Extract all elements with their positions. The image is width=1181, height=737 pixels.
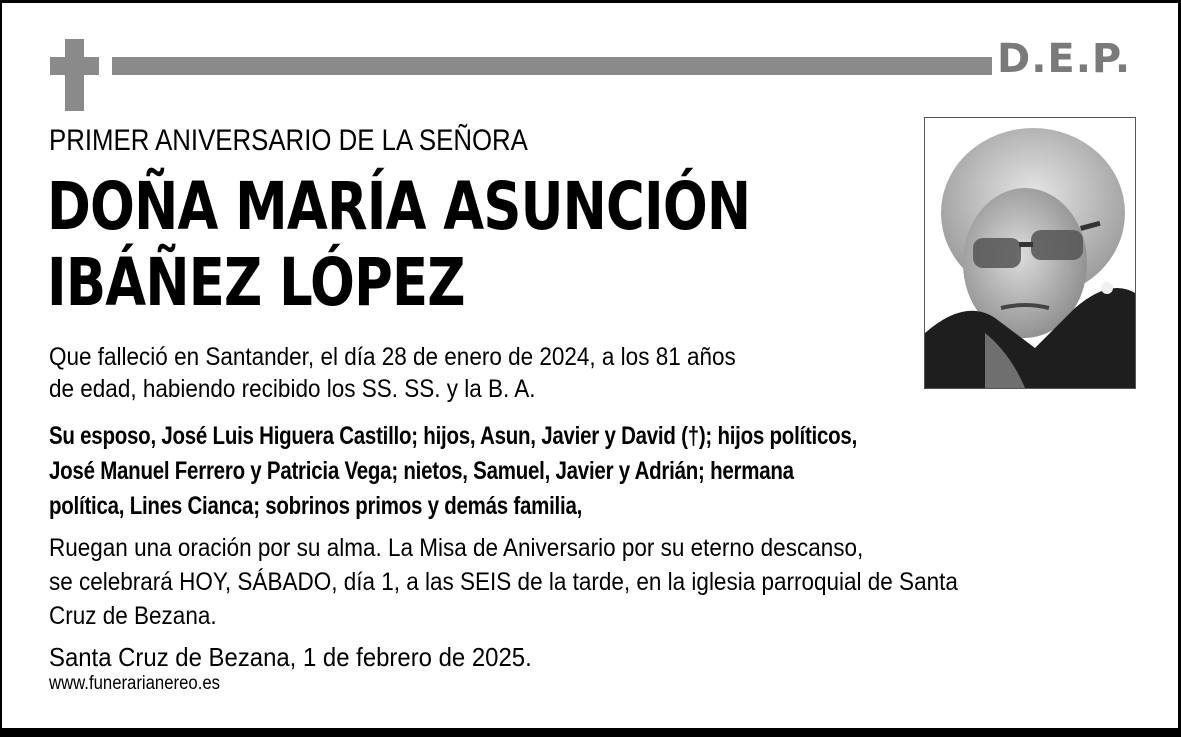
death-info <box>49 341 736 405</box>
deceased-name <box>47 169 750 321</box>
death-info-line: de edad, habiendo recibido los SS. SS. y la B. A. <box>49 375 536 403</box>
place-date: Santa Cruz de Bezana, 1 de febrero de 2025. <box>49 642 532 672</box>
mass-line: se celebrará HOY, SÁBADO, día 1, a las SEIS de la tarde, en la iglesia parroquial de Santa <box>49 568 958 596</box>
portrait-photo <box>924 117 1136 389</box>
name-line-1: DOÑA MARÍA ASUNCIÓN <box>47 168 751 245</box>
death-info-line: Que falleció en Santander, el día 28 de enero de 2024, a los 81 años <box>49 343 736 371</box>
mass-info <box>49 531 958 633</box>
dep-label: D.E.P. <box>997 36 1132 82</box>
website-link[interactable]: www.funerarianereo.es <box>49 673 221 694</box>
mass-line: Ruegan una oración por su alma. La Misa de Aniversario por su eterno descanso, <box>49 534 864 562</box>
mass-line: Cruz de Bezana. <box>49 602 217 630</box>
cross-icon-arm <box>50 57 99 75</box>
header-rule <box>112 57 992 75</box>
name-line-2: IBÁÑEZ LÓPEZ <box>47 244 465 321</box>
notice-subtitle: PRIMER ANIVERSARIO DE LA SEÑORA <box>49 124 528 157</box>
family-line: José Manuel Ferrero y Patricia Vega; nietos, Samuel, Javier y Adrián; hermana <box>49 457 794 485</box>
cross-icon <box>65 39 84 111</box>
family-list <box>49 419 857 524</box>
family-line: política, Lines Cianca; sobrinos primos y demás familia, <box>49 492 583 520</box>
portrait-image-icon <box>925 118 1135 388</box>
family-line: Su esposo, José Luis Higuera Castillo; hijos, Asun, Javier y David (†); hijos políticos, <box>49 422 858 450</box>
